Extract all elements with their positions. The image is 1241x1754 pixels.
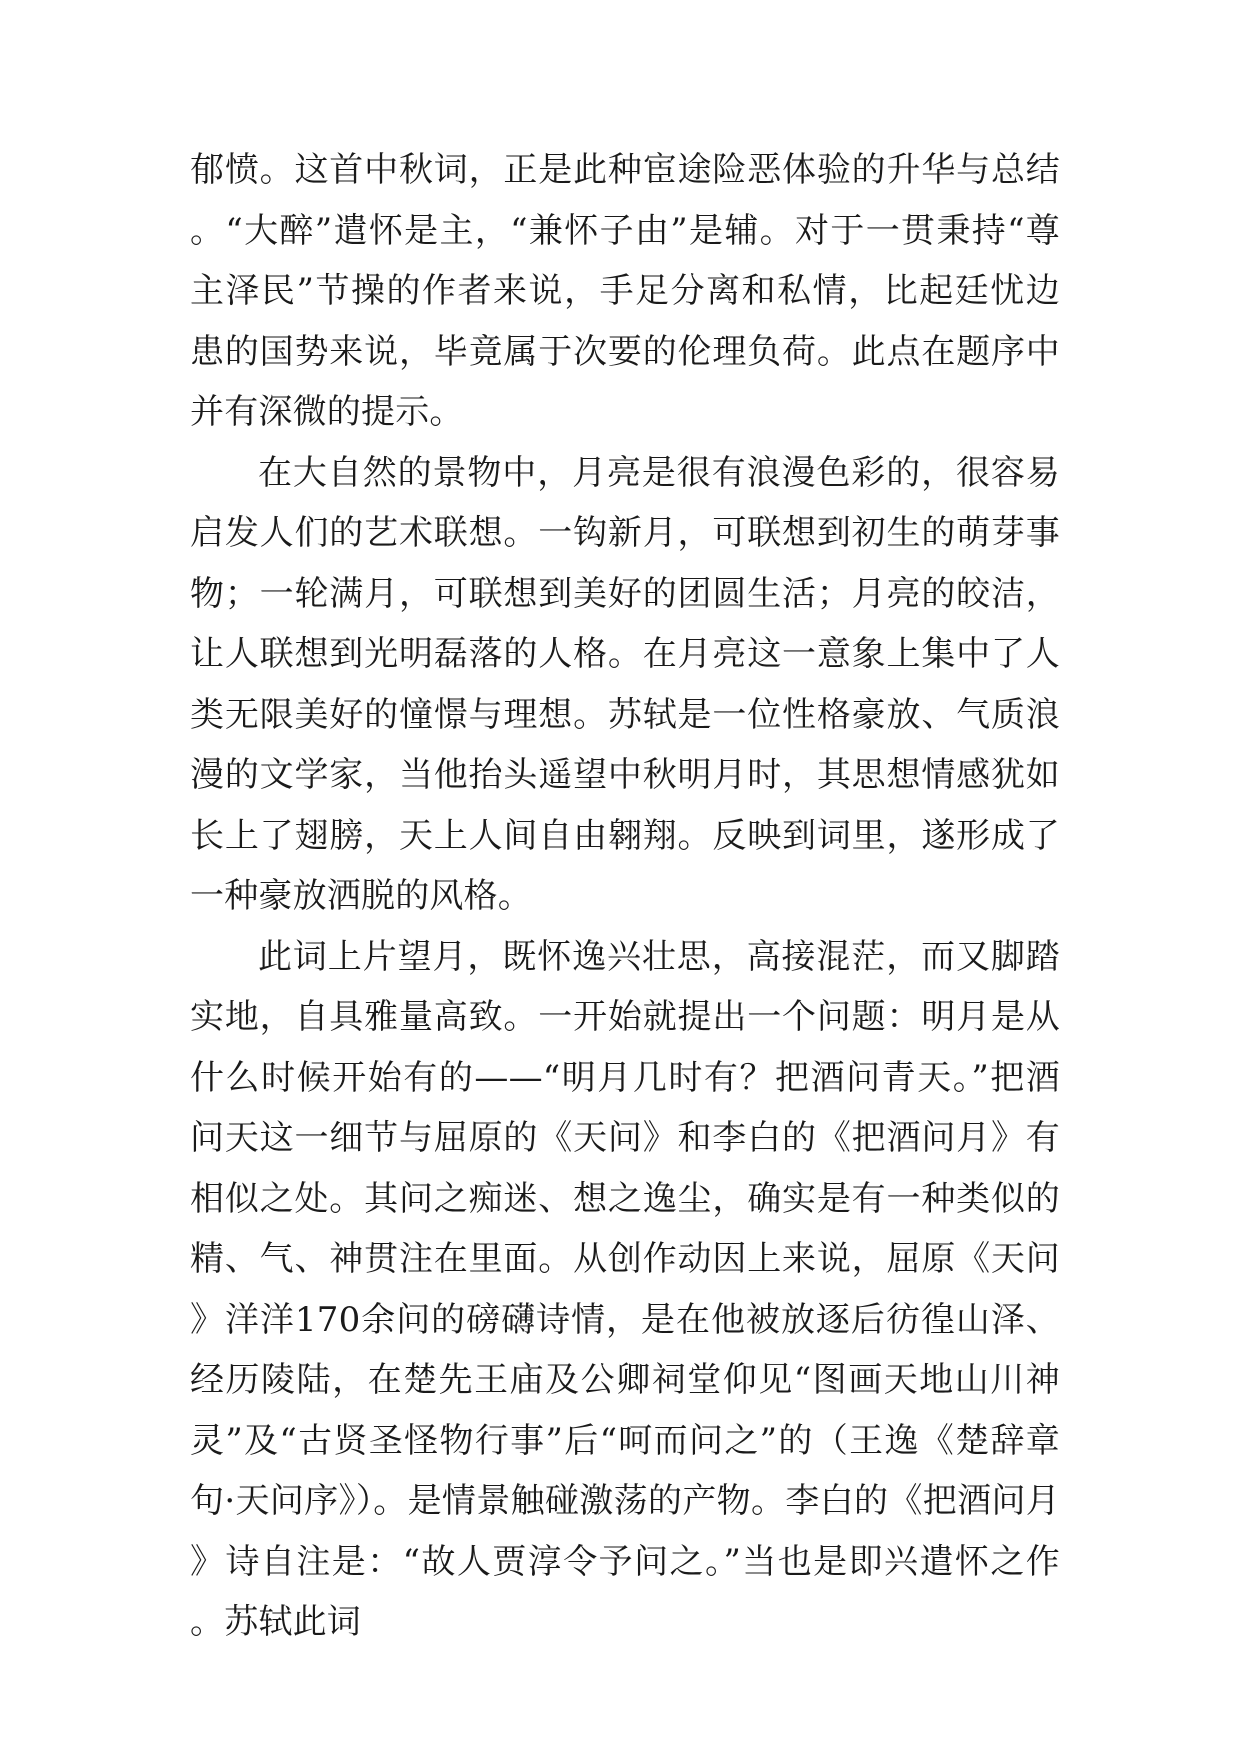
paragraph-3: 此词上片望月，既怀逸兴壮思，高接混茫，而又脚踏实地，自具雅量高致。一开始就提出一个问题：明月是从什么时候开始有的——“明月几时有？把酒问青天。”把酒问天这一细节与屈原的《天问》和李白的《把酒问月》有相似之处。其问之痴迷、想之逸尘，确实是有一种类似的精、气、神贯注在里面。从创作动因上来说，屈原《天问》洋洋170余问的磅礴诗情，是在他被放逐后彷徨山泽、经历陵陆，在楚先王庙及公卿祠堂仰见“图画天地山川神灵”及“古贤圣怪物行事”后“呵而问之”的（王逸《楚辞章句·天问序》）。是情景触碰激荡的产物。李白的《把酒问月》诗自注是：“故人贾淳令予问之。”当也是即兴遣怀之作。苏轼此词	[190, 936, 1060, 1642]
paragraph-2: 在大自然的景物中，月亮是很有浪漫色彩的，很容易启发人们的艺术联想。一钩新月，可联想到初生的萌芽事物；一轮满月，可联想到美好的团圆生活；月亮的皎洁，让人联想到光明磊落的人格。在月亮这一意象上集中了人类无限美好的憧憬与理想。苏轼是一位性格豪放、气质浪漫的文学家，当他抬头遥望中秋明月时，其思想情感犹如长上了翅膀，天上人间自由翱翔。反映到词里，遂形成了一种豪放洒脱的风格。	[190, 452, 1060, 916]
body-text	[190, 140, 1060, 1653]
paragraph-1: 郁愤。这首中秋词，正是此种宦途险恶体验的升华与总结。“大醉”遣怀是主，“兼怀子由”是辅。对于一贯秉持“尊主泽民”节操的作者来说，手足分离和私情，比起廷忧边患的国势来说，毕竟属于次要的伦理负荷。此点在题序中并有深微的提示。	[190, 150, 1060, 432]
